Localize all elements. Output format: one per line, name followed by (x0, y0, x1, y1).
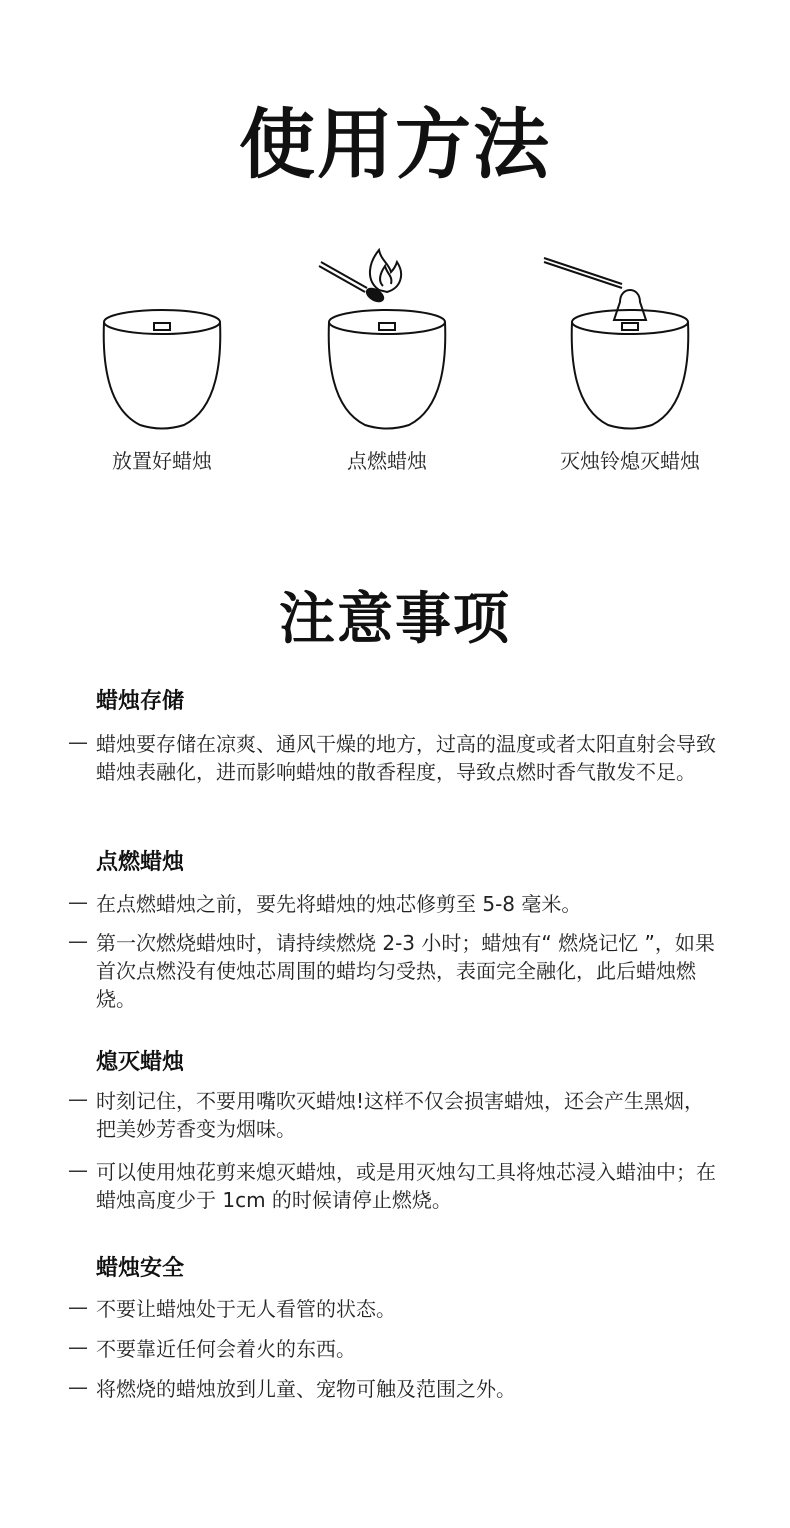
dash-marker: — (68, 1375, 88, 1399)
list-item-text: 第一次燃烧蜡烛时，请持续燃烧 2-3 小时；蜡烛有“ 燃烧记忆 ”，如果首次点燃没有使烛芯周围的蜡均匀受热，表面完全融化，此后蜡烛燃烧。 (96, 931, 715, 1011)
step-label-snuff: 灭烛铃熄灭蜡烛 (560, 449, 700, 473)
notes-title: 注意事项 (279, 586, 511, 652)
usage-title: 使用方法 (239, 100, 551, 189)
section-heading-extinguish: 熄灭蜡烛 (96, 1050, 185, 1075)
list-item-text: 蜡烛要存储在凉爽、通风干燥的地方，过高的温度或者太阳直射会导致蜡烛表融化，进而影响蜡烛的散香程度，导致点燃时香气散发不足。 (96, 732, 716, 784)
step-label-place: 放置好蜡烛 (112, 449, 212, 473)
dash-marker: — (68, 1335, 88, 1359)
step-label-light: 点燃蜡烛 (347, 449, 427, 473)
dash-marker: — (68, 1158, 88, 1182)
list-item-text: 不要靠近任何会着火的东西。 (96, 1337, 356, 1361)
candle-icon (62, 240, 262, 440)
dash-marker: — (68, 730, 88, 754)
list-item-text: 在点燃蜡烛之前，要先将蜡烛的烛芯修剪至 5-8 毫米。 (96, 892, 582, 916)
candle-with-lit-match-icon (287, 240, 487, 440)
dash-marker: — (68, 929, 88, 953)
dash-marker: — (68, 890, 88, 914)
list-item-text: 不要让蜡烛处于无人看管的状态。 (96, 1297, 396, 1321)
list-item-text: 时刻记住，不要用嘴吹灭蜡烛!这样不仅会损害蜡烛，还会产生黑烟，把美妙芳香变为烟味。 (96, 1089, 705, 1141)
section-heading-safety: 蜡烛安全 (96, 1256, 185, 1281)
step-light-candle (287, 240, 487, 480)
dash-marker: — (68, 1295, 88, 1319)
step-snuff-candle (530, 240, 730, 480)
dash-marker: — (68, 1087, 88, 1111)
section-heading-lighting: 点燃蜡烛 (96, 850, 185, 875)
candle-with-snuffer-icon (530, 240, 730, 440)
section-heading-storage: 蜡烛存储 (96, 689, 185, 714)
step-place-candle (62, 240, 262, 480)
list-item-text: 将燃烧的蜡烛放到儿童、宠物可触及范围之外。 (96, 1377, 516, 1401)
list-item-text: 可以使用烛花剪来熄灭蜡烛，或是用灭烛勾工具将烛芯浸入蜡油中；在蜡烛高度少于 1cm 的时候请停止燃烧。 (96, 1160, 716, 1212)
